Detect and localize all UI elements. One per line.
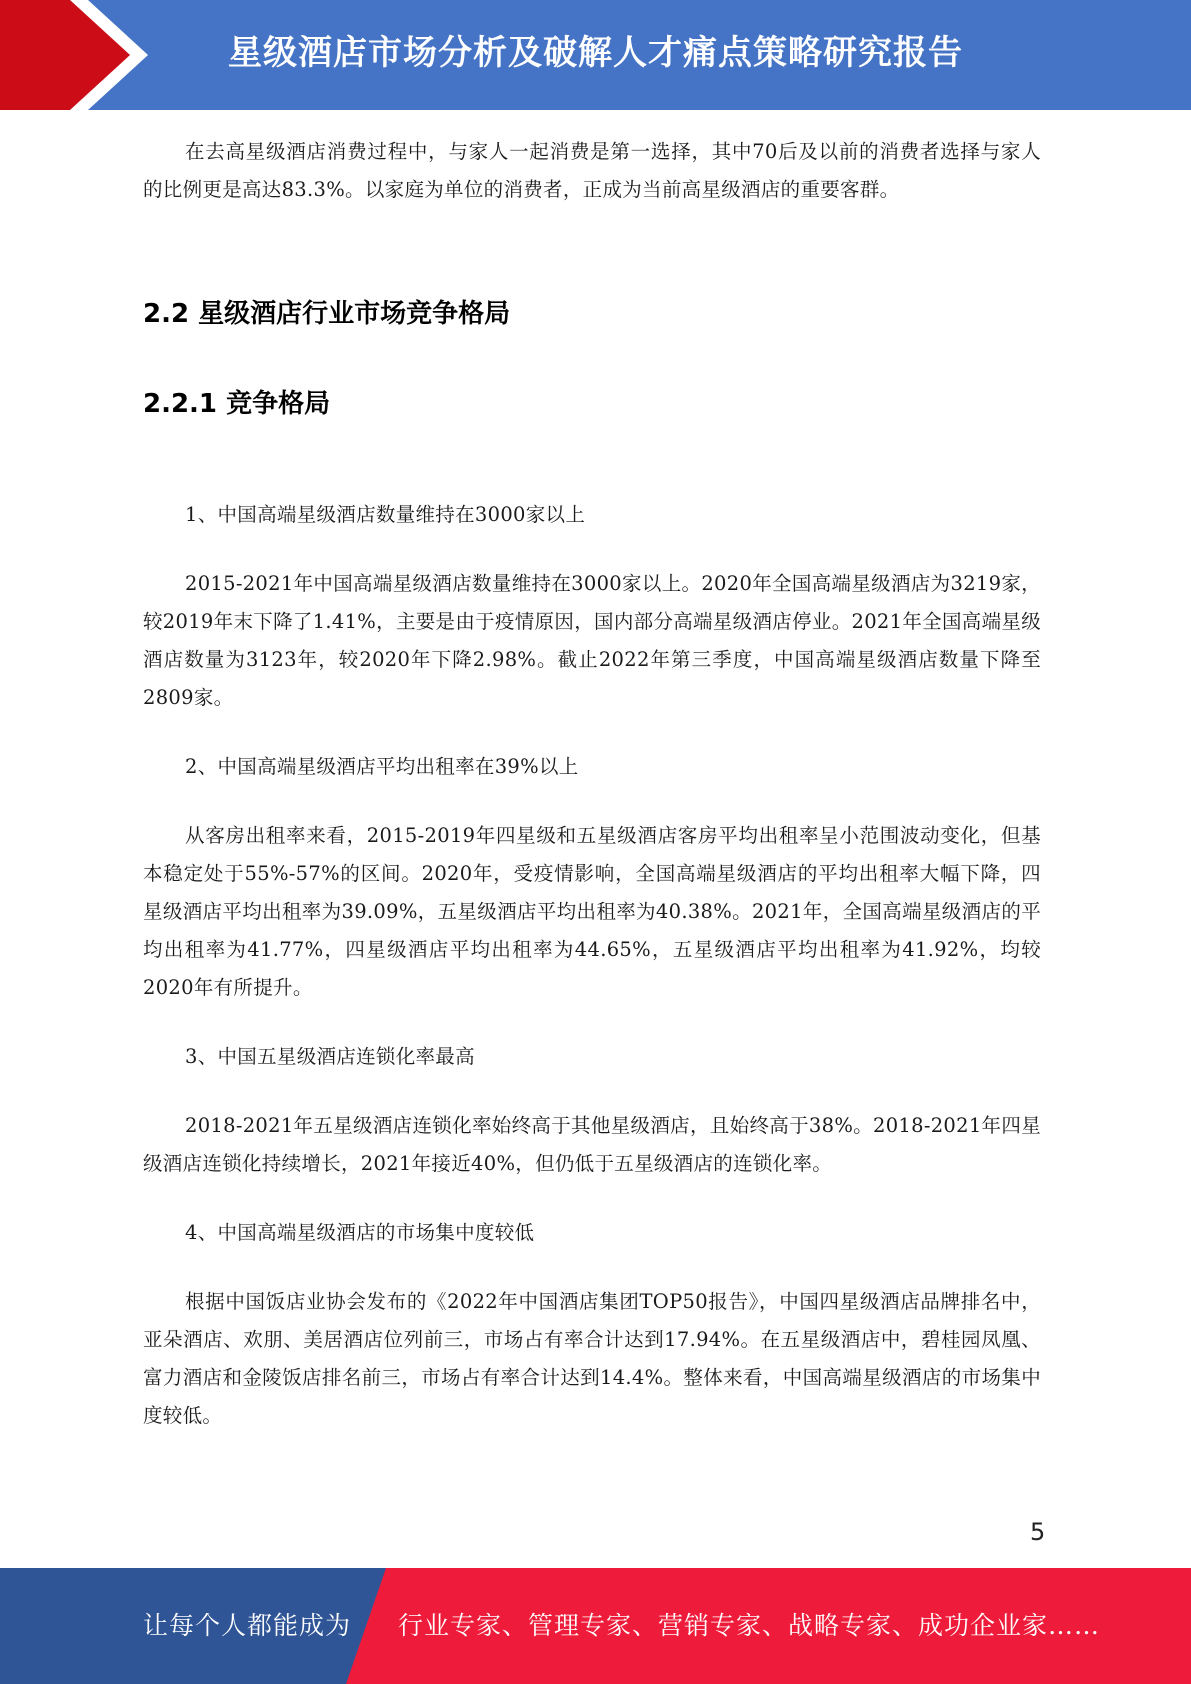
point-4-title: 4、中国高端星级酒店的市场集中度较低 (185, 1221, 535, 1244)
point-1-title: 1、中国高端星级酒店数量维持在3000家以上 (185, 503, 586, 526)
point-1-paragraph: 2015-2021年中国高端星级酒店数量维持在3000家以上。2020年全国高端星级酒店为3219家，较2019年末下降了1.41%，主要是由于疫情原因，国内部分高端星级酒店停业。2021年全国高端星级酒店数量为3123年，较2020年下降2.98%。截止2022年第三季度，中国高端星级酒店数量下降至2809家。 (143, 572, 1041, 709)
point-2-paragraph: 从客房出租率来看，2015-2019年四星级和五星级酒店客房平均出租率呈小范围波动变化，但基本稳定处于55%-57%的区间。2020年，受疫情影响，全国高端星级酒店的平均出租率大幅下降，四星级酒店平均出租率为39.09%，五星级酒店平均出租率为40.38%。2021年，全国高端星级酒店的平均出租率为41.77%，四星级酒店平均出租率为44.65%，五星级酒店平均出租率为41.92%，均较2020年有所提升。 (143, 824, 1041, 999)
header-arrow-decoration (0, 0, 160, 110)
footer-slogan-left: 让每个人都能成为 (143, 1611, 352, 1640)
subsection-heading: 2.2.1 竞争格局 (143, 389, 331, 419)
point-4-paragraph: 根据中国饭店业协会发布的《2022年中国酒店集团TOP50报告》，中国四星级酒店品牌排名中，亚朵酒店、欢朋、美居酒店位列前三，市场占有率合计达到17.94%。在五星级酒店中，碧桂园凤凰、富力酒店和金陵饭店排名前三，市场占有率合计达到14.4%。整体来看，中国高端星级酒店的市场集中度较低。 (143, 1290, 1041, 1427)
page-footer (0, 1568, 1191, 1684)
point-2-title: 2、中国高端星级酒店平均出租率在39%以上 (185, 755, 579, 778)
report-title: 星级酒店市场分析及破解人才痛点策略研究报告 (228, 33, 963, 73)
point-3-paragraph: 2018-2021年五星级酒店连锁化率始终高于其他星级酒店，且始终高于38%。2018-2021年四星级酒店连锁化持续增长，2021年接近40%，但仍低于五星级酒店的连锁化率。 (143, 1114, 1041, 1175)
section-heading: 2.2 星级酒店行业市场竞争格局 (143, 299, 511, 329)
intro-paragraph: 在去高星级酒店消费过程中，与家人一起消费是第一选择，其中70后及以前的消费者选择与家人的比例更是高达83.3%。以家庭为单位的消费者，正成为当前高星级酒店的重要客群。 (143, 140, 1041, 201)
page-number: 5 (1030, 1518, 1046, 1546)
footer-slogan-right: 行业专家、管理专家、营销专家、战略专家、成功企业家…… (398, 1611, 1101, 1640)
page-header (0, 0, 1191, 110)
point-3-title: 3、中国五星级酒店连锁化率最高 (185, 1045, 475, 1068)
